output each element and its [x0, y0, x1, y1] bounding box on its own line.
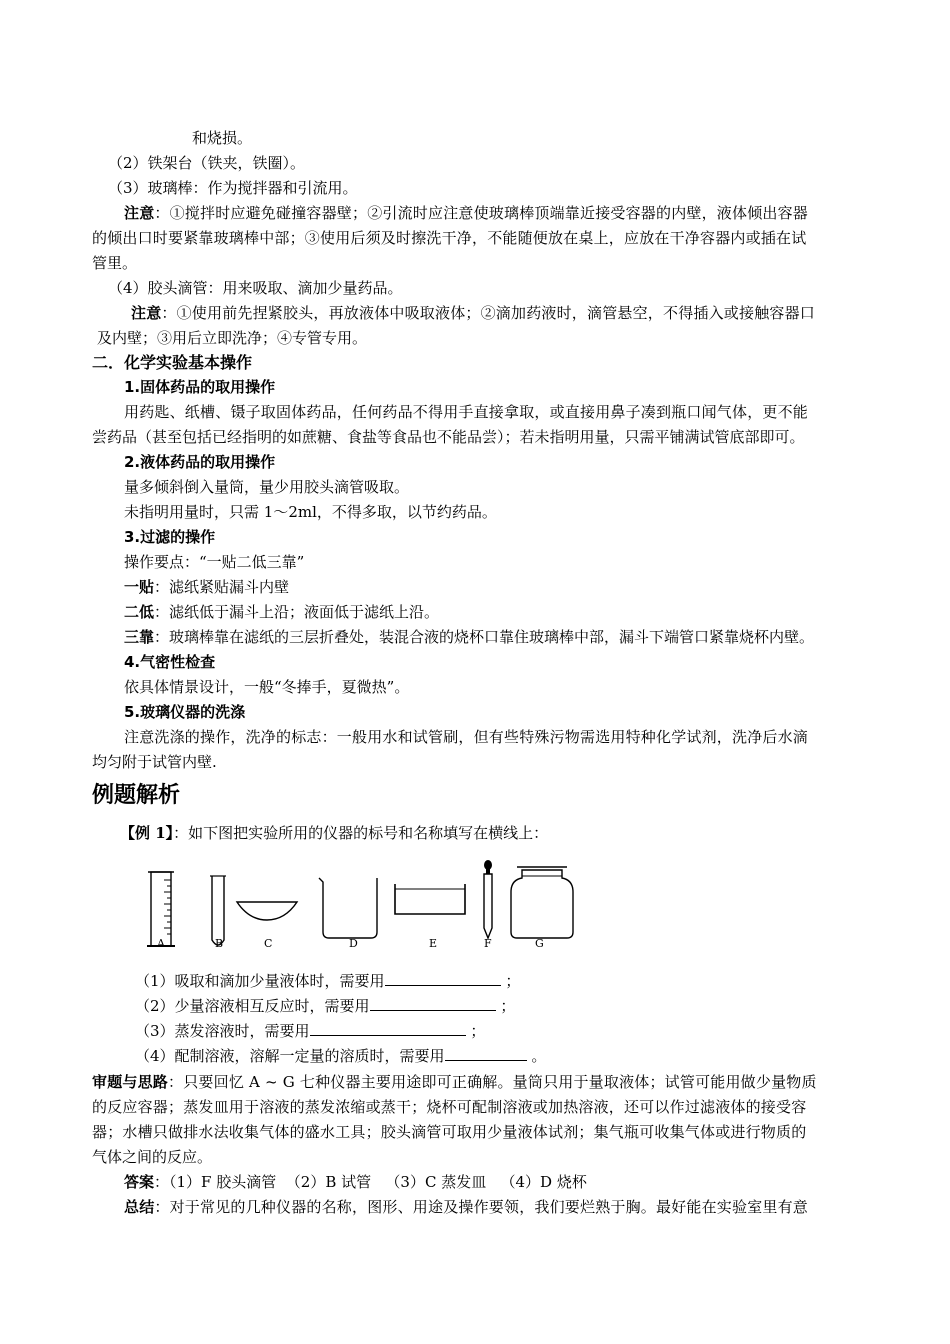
evaporating-dish-icon — [237, 902, 297, 920]
text-line: 未指明用量时，只需 1～2ml，不得多取，以节约药品。 — [124, 503, 497, 521]
rule-text: ：滤纸紧贴漏斗内壁 — [154, 578, 290, 596]
text-line: 注意洗涤的操作，洗净的标志：一般用水和试管刷，但有些特殊污物需选用特种化学试剂，洗净后水滴 — [124, 728, 809, 746]
subsection-heading: 5.玻璃仪器的洗涤 — [124, 703, 246, 721]
summary-text: ：对于常见的几种仪器的名称，图形、用途及操作要领，我们要烂熟于胸。最好能在实验室里有意 — [154, 1198, 809, 1216]
text-line: 及内壁；③用后立即洗净；④专管专用。 — [97, 329, 368, 347]
note-paragraph — [124, 201, 808, 225]
figure-label: E — [429, 937, 438, 950]
text-line: 用药匙、纸槽、镊子取固体药品，任何药品不得用手直接拿取，或直接用鼻子凑到瓶口闻气体，更不能 — [124, 403, 809, 421]
filter-rule — [124, 600, 439, 624]
text-line: 和烧损。 — [192, 129, 253, 147]
figure-label: G — [535, 937, 544, 950]
beaker-icon — [319, 878, 377, 938]
analysis-label: 审题与思路 — [92, 1073, 169, 1091]
figure-label: D — [349, 937, 358, 950]
rule-label: 三靠 — [124, 628, 155, 646]
gas-jar-icon — [511, 870, 573, 938]
analysis-paragraph — [92, 1070, 817, 1094]
text-line: 操作要点：“一贴二低三靠” — [124, 553, 305, 571]
note-paragraph — [131, 301, 815, 325]
figure-label: B — [215, 937, 224, 950]
text-line: 依具体情景设计，一般“冬捧手，夏微热”。 — [124, 678, 410, 696]
answer-line — [124, 1170, 587, 1194]
summary-line — [124, 1195, 808, 1219]
note-text: ：①使用前先捏紧胶头，再放液体中吸取液体；②滴加药液时，滴管悬空，不得插入或接触容器口 — [161, 304, 816, 322]
text-line: 量多倾斜倒入量筒，量少用胶头滴管吸取。 — [124, 478, 410, 496]
answer-blank[interactable] — [370, 994, 496, 1011]
text-line: 器；水槽只做排水法收集气体的盛水工具；胶头滴管可取用少量液体试剂；集气瓶可收集气体或进行物质的 — [92, 1123, 807, 1141]
rule-text: ：滤纸低于漏斗上沿；液面低于滤纸上沿。 — [154, 603, 440, 621]
graduated-cylinder-icon — [147, 872, 175, 946]
example-prompt — [120, 821, 548, 845]
figure-label: F — [484, 937, 492, 950]
example-label: 【例 1】 — [120, 824, 174, 842]
question-text: （3）蒸发溶液时，需要用 — [135, 1022, 310, 1040]
answer-blank[interactable] — [445, 1044, 527, 1061]
text-line: （2）铁架台（铁夹，铁圈）。 — [108, 154, 306, 172]
answer-text: ：（1）F 胶头滴管 （2）B 试管 （3）C 蒸发皿 （4）D 烧杯 — [154, 1173, 587, 1191]
filter-rule — [124, 625, 814, 649]
subsection-heading: 1.固体药品的取用操作 — [124, 378, 276, 396]
text-line: 的倾出口时要紧靠玻璃棒中部；③使用后须及时擦洗干净，不能随便放在桌上，应放在干净容器内或插在试 — [92, 229, 807, 247]
filter-rule — [124, 575, 289, 599]
summary-label: 总结 — [124, 1198, 155, 1216]
question-end: 。 — [531, 1047, 547, 1065]
note-label: 注意 — [124, 204, 155, 222]
text-line: 气体之间的反应。 — [92, 1148, 213, 1166]
answer-blank[interactable] — [310, 1019, 466, 1036]
question-3 — [135, 1019, 485, 1043]
subsection-heading: 4.气密性检查 — [124, 653, 216, 671]
section-heading: 二．化学实验基本操作 — [92, 353, 253, 372]
dropper-icon — [484, 860, 492, 938]
question-2 — [135, 994, 515, 1018]
question-end: ； — [500, 997, 516, 1015]
rule-label: 二低 — [124, 603, 155, 621]
subsection-heading: 3.过滤的操作 — [124, 528, 216, 546]
question-end: ； — [505, 972, 521, 990]
text-line: （4）胶头滴管：用来吸取、滴加少量药品。 — [108, 279, 403, 297]
figure-label: C — [264, 937, 273, 950]
text-line: 尝药品（甚至包括已经指明的如蔗糖、食盐等食品也不能品尝）；若未指明用量，只需平铺满试管底部即可。 — [92, 428, 805, 446]
analysis-text: ：只要回忆 A ~ G 七种仪器主要用途即可正确解。量筒只用于量取液体；试管可能用做少量物质 — [168, 1073, 817, 1091]
text-line: 的反应容器；蒸发皿用于溶液的蒸发浓缩或蒸干；烧杯可配制溶液或加热溶液，还可以作过滤液体的接受容 — [92, 1098, 807, 1116]
note-text: ：①搅拌时应避免碰撞容器壁；②引流时应注意使玻璃棒顶端靠近接受容器的内壁，液体倾出容器 — [154, 204, 809, 222]
answer-blank[interactable] — [385, 969, 501, 986]
text-line: （3）玻璃棒：作为搅拌器和引流用。 — [108, 179, 358, 197]
rule-text: ：玻璃棒靠在滤纸的三层折叠处，装混合液的烧杯口靠住玻璃棒中部，漏斗下端管口紧靠烧杯内壁。 — [154, 628, 815, 646]
note-label: 注意 — [131, 304, 162, 322]
question-text: （2）少量溶液相互反应时，需要用 — [135, 997, 370, 1015]
question-text: （1）吸取和滴加少量液体时，需要用 — [135, 972, 385, 990]
answer-label: 答案 — [124, 1173, 155, 1191]
question-end: ； — [470, 1022, 486, 1040]
figure-label: A — [157, 937, 165, 950]
examples-heading: 例题解析 — [92, 783, 181, 808]
text-line: 均匀附于试管内壁. — [92, 753, 217, 771]
test-tube-icon — [212, 876, 224, 945]
text-line: 管里。 — [92, 254, 138, 272]
example-text: ：如下图把实验所用的仪器的标号和名称填写在横线上： — [173, 824, 549, 842]
subsection-heading: 2.液体药品的取用操作 — [124, 453, 276, 471]
lab-instruments-figure — [145, 858, 585, 958]
question-1 — [135, 969, 520, 993]
question-4 — [135, 1044, 546, 1068]
question-text: （4）配制溶液，溶解一定量的溶质时，需要用 — [135, 1047, 445, 1065]
rule-label: 一贴 — [124, 578, 155, 596]
